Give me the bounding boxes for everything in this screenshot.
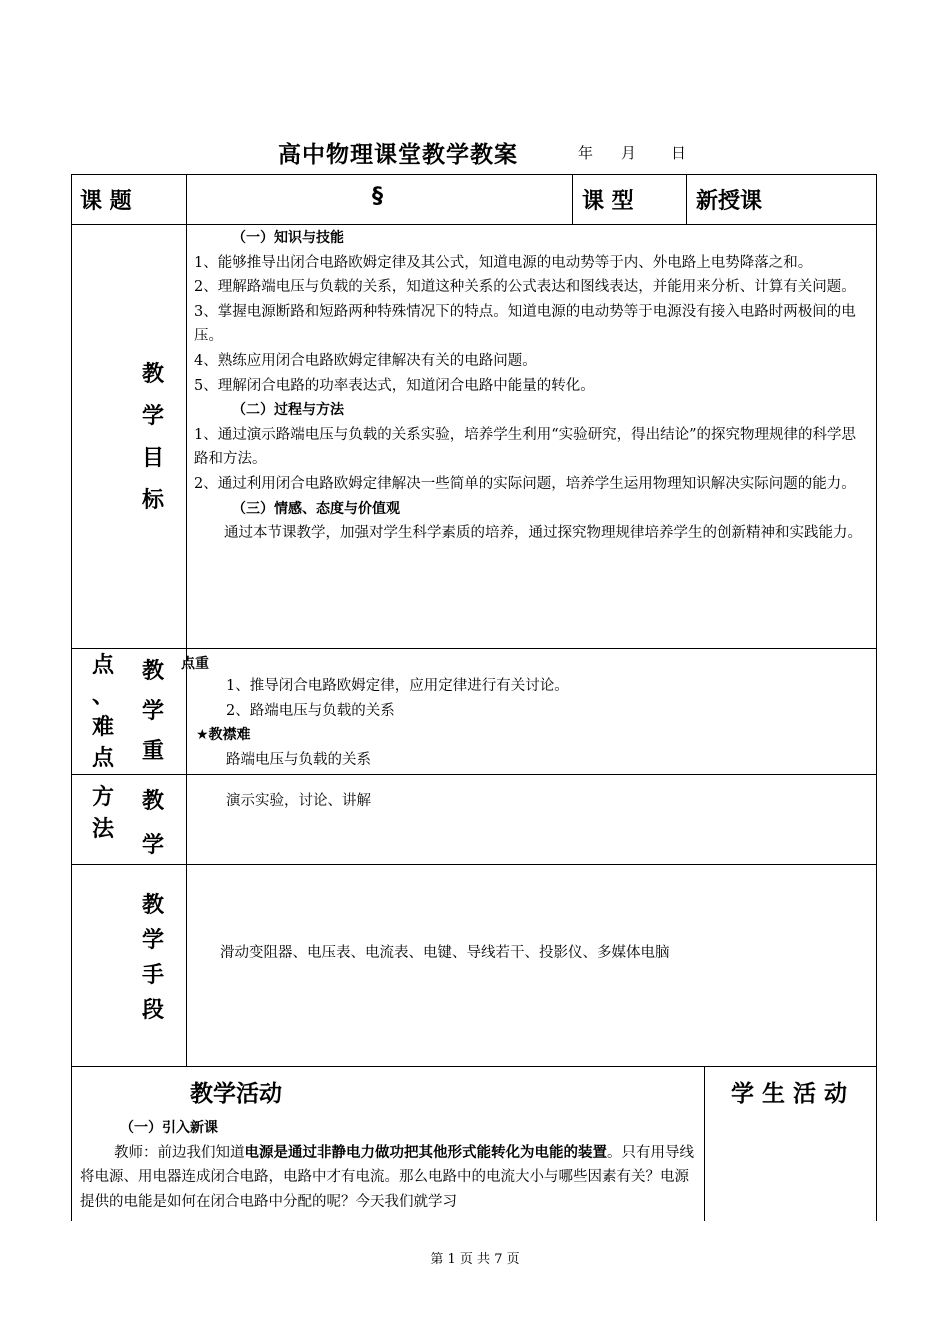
intro-bold: 电源是通过非静电力做功把其他形式能转化为电能的装置 (244, 1144, 607, 1161)
date-month: 月 (621, 144, 637, 162)
objective-item: 2、通过利用闭合电路欧姆定律解决一些简单的实际问题，培养学生运用物理知识解决实际问题的能力。 (194, 475, 856, 492)
title-line (0, 136, 950, 168)
difficulty-text: 路端电压与负载的关系 (226, 751, 371, 768)
means-label: 教 学 手 段 (141, 893, 164, 1023)
objective-item: 通过本节课教学，加强对学生科学素质的培养，通过探究物理规律培养学生的创新精神和实践能力。 (224, 525, 862, 542)
activities-content (80, 1116, 700, 1214)
student-activities-heading: 学 生 活 动 (731, 1081, 848, 1107)
methods-label-left: 方 法 (91, 785, 114, 842)
methods-text: 演示实验，讨论、讲解 (226, 793, 371, 809)
objectives-content (194, 226, 870, 546)
objective-item: 4、熟练应用闭合电路欧姆定律解决有关的电路问题。 (194, 352, 537, 369)
intro-rest: 。只有用导线将电源、用电器连成闭合电路，电路中才有电流。那么电路中的电流大小与哪些因素有关？电源提供的电能是如何在闭合电路中分配的呢？今天我们就学习 (80, 1144, 694, 1210)
keypoint-item: 2、路端电压与负载的关系 (226, 702, 395, 719)
type-value: 新授课 (696, 189, 763, 214)
section-attitude-title: （三）情感、态度与价值观 (232, 500, 400, 517)
topic-value: § (372, 184, 383, 209)
section-process-title: （二）过程与方法 (232, 402, 344, 419)
objectives-label: 教 学 目 标 (141, 362, 164, 513)
intro-prefix: 教师：前边我们知道 (114, 1144, 245, 1161)
objective-item: 5、理解闭合电路的功率表达式，知道闭合电路中能量的转化。 (194, 377, 595, 394)
objective-item: 2、理解路端电压与负载的关系，知道这种关系的公式表达和图线表达，并能用来分析、计算有关问题。 (194, 279, 856, 296)
means-text: 滑动变阻器、电压表、电流表、电键、导线若干、投影仪、多媒体电脑 (220, 945, 670, 961)
section-knowledge-title: （一）知识与技能 (232, 230, 344, 246)
keypoints-label-left: 点 、 难 点 (91, 653, 114, 771)
type-label: 课 型 (582, 189, 634, 214)
objective-item: 1、能够推导出闭合电路欧姆定律及其公式，知道电源的电动势等于内、外电路上电势降落之和。 (194, 254, 813, 271)
difficulty-heading: ★教襟难 (196, 727, 251, 744)
keypoint-item: 1、推导闭合电路欧姆定律，应用定律进行有关讨论。 (226, 678, 569, 694)
objective-item: 1、通过演示路端电压与负载的关系实验，培养学生利用“实验研究，得出结论”的探究物理规律的科学思路和方法。 (194, 426, 857, 468)
page-title: 高中物理课堂教学教案 (278, 142, 518, 168)
intro-title: （一）引入新课 (120, 1120, 218, 1136)
keypoints-heading: 点重 (181, 656, 209, 672)
page-footer: 第 1 页 共 7 页 (430, 1252, 520, 1267)
intro-paragraph (80, 1141, 700, 1215)
teaching-activities-heading: 教学活动 (190, 1081, 282, 1107)
methods-label-right: 教 学 (141, 789, 164, 858)
date-day: 日 (671, 144, 687, 162)
keypoints-content (196, 674, 868, 772)
date-year: 年 (578, 144, 594, 162)
objective-item: 3、掌握电源断路和短路两种特殊情况下的特点。知道电源的电动势等于电源没有接入电路时两极间的电压。 (194, 303, 856, 345)
keypoints-label-right: 教 学 重 (141, 659, 164, 764)
topic-label: 课 题 (80, 189, 132, 214)
